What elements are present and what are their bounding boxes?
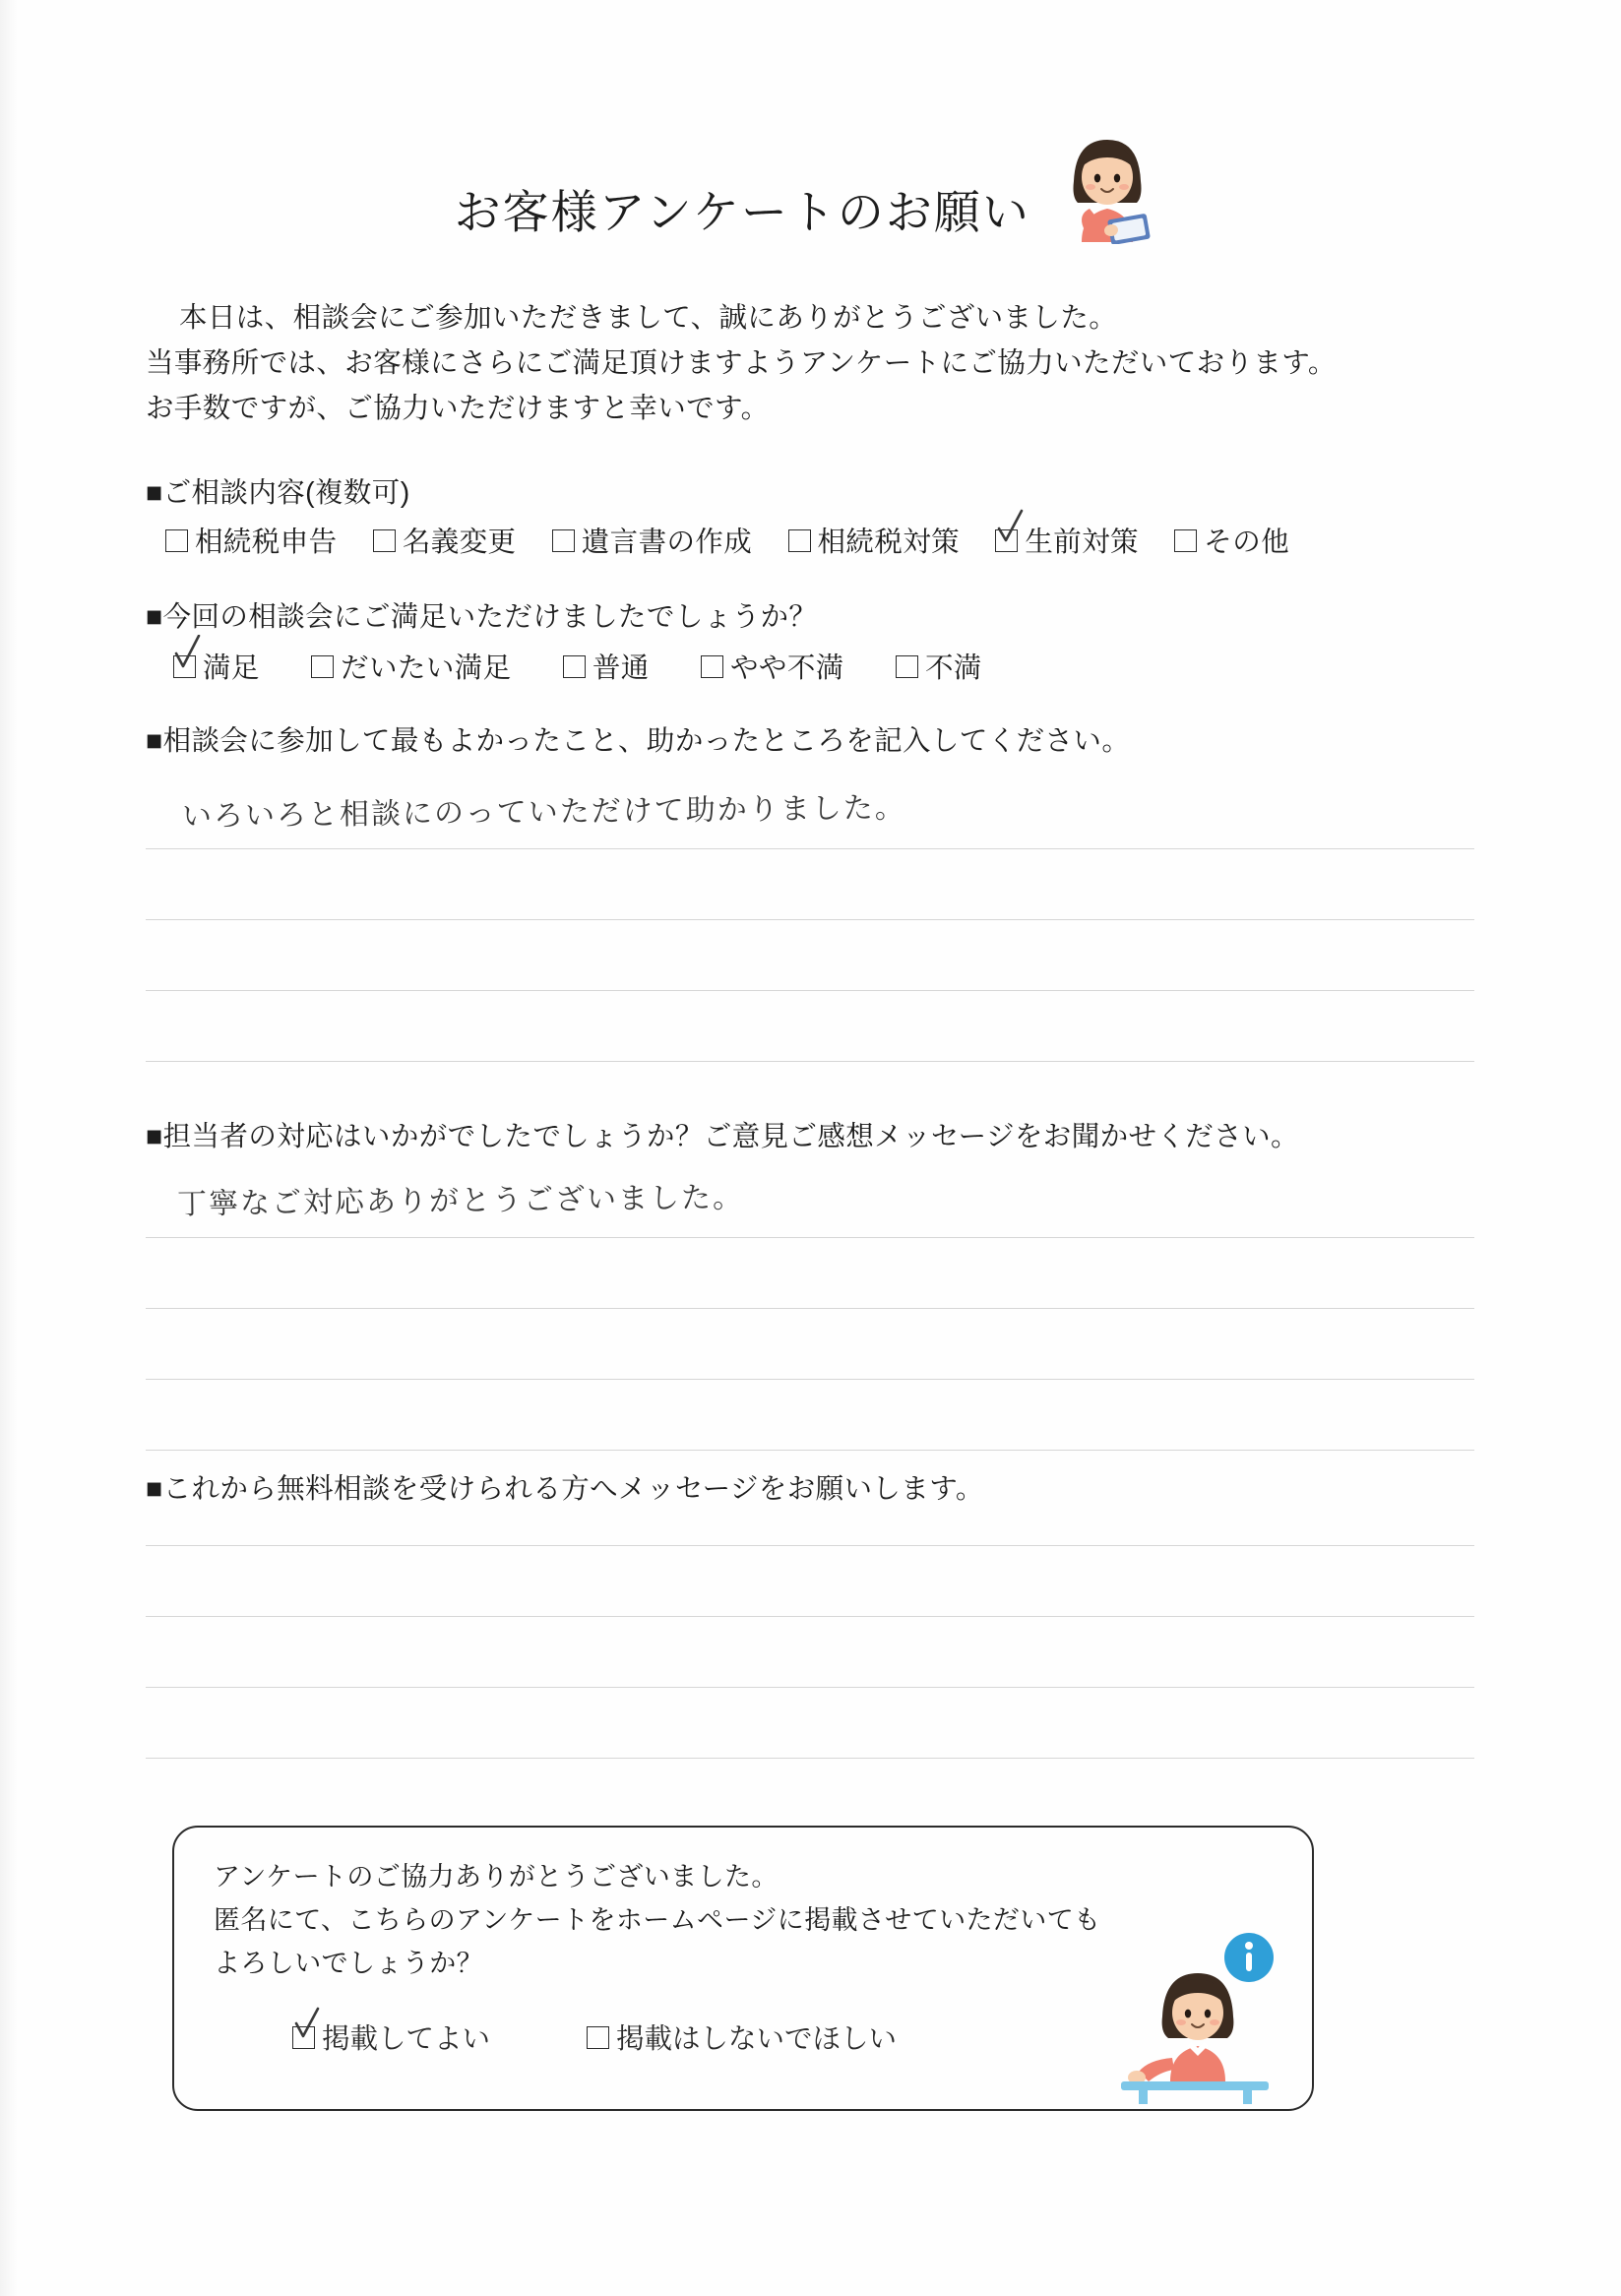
rule-line — [146, 1545, 1474, 1546]
q1-option-souzokuzei-shinkoku[interactable] — [165, 520, 338, 560]
option-label: 満足 — [203, 652, 260, 684]
checkbox[interactable] — [587, 2026, 609, 2049]
checkbox[interactable] — [995, 529, 1018, 552]
question-5-heading: ■これから無料相談を受けられる方へメッセージをお願いします。 — [146, 1473, 984, 1505]
rule-line — [146, 1061, 1474, 1062]
intro-line-1: 本日は、相談会にご参加いただきまして、誠にありがとうございました。 — [179, 302, 1118, 334]
option-label: 相続税対策 — [817, 527, 961, 558]
woman-with-clipboard-icon — [1048, 126, 1166, 249]
title-row — [0, 148, 1621, 271]
page-title: お客様アンケートのお願い — [454, 186, 1030, 238]
intro-line-3: お手数ですが、ご協力いただけますと幸いです。 — [146, 393, 770, 424]
checkbox[interactable] — [788, 529, 811, 552]
option-label: だいたい満足 — [341, 652, 512, 684]
q2-option-manzoku[interactable] — [173, 646, 260, 686]
option-label: 相続税申告 — [195, 527, 338, 558]
question-3-handwritten-answer: いろいろと相談にのっていただけて助かりました。 — [181, 790, 906, 835]
checkbox[interactable] — [373, 529, 396, 552]
q1-option-yuigonsho[interactable] — [552, 520, 752, 560]
q1-option-souzokuzei-taisaku[interactable] — [788, 520, 961, 560]
checkbox[interactable] — [563, 655, 586, 678]
question-4-heading: ■担当者の対応はいかがでしたでしょうか？ご意見ご感想メッセージをお聞かせください。 — [146, 1121, 1299, 1152]
option-label: 遺言書の作成 — [581, 527, 753, 558]
option-label: 普通 — [592, 652, 650, 684]
checkbox[interactable] — [552, 529, 575, 552]
rule-line — [146, 1687, 1474, 1688]
checkbox[interactable] — [896, 655, 918, 678]
q2-option-fuman[interactable] — [896, 646, 982, 686]
question-2-heading: ■今回の相談会にご満足いただけましたでしょうか？ — [146, 601, 818, 633]
consent-line-3: よろしいでしょうか？ — [214, 1949, 483, 1978]
checkbox[interactable] — [165, 529, 188, 552]
q1-option-meigi-henkou[interactable] — [373, 520, 517, 560]
q1-option-sonota[interactable] — [1174, 520, 1289, 560]
consent-options — [292, 2017, 924, 2057]
question-4-handwritten-answer: 丁寧なご対応ありがとうございました。 — [176, 1180, 745, 1222]
checkbox[interactable] — [292, 2026, 315, 2049]
rule-line — [146, 919, 1474, 920]
intro-paragraph — [146, 295, 1465, 431]
consent-option-allow[interactable] — [292, 2017, 490, 2057]
q2-option-daitai-manzoku[interactable] — [311, 646, 511, 686]
consent-option-deny[interactable] — [587, 2017, 897, 2057]
question-2-options — [173, 646, 1010, 686]
checkbox[interactable] — [311, 655, 334, 678]
rule-line — [146, 1308, 1474, 1309]
option-label: 不満 — [924, 652, 982, 684]
checkbox[interactable] — [701, 655, 723, 678]
option-label: 生前対策 — [1025, 527, 1139, 558]
consent-line-1: アンケートのご協力ありがとうございました。 — [214, 1862, 779, 1892]
q2-option-futsuu[interactable] — [563, 646, 650, 686]
rule-line — [146, 990, 1474, 991]
question-1-options — [165, 520, 1317, 560]
option-label: 掲載してよい — [322, 2023, 491, 2055]
rule-line — [146, 1616, 1474, 1617]
rule-line — [146, 848, 1474, 849]
intro-line-2: 当事務所では、お客様にさらにご満足頂けますようアンケートにご協力いただいております。 — [146, 347, 1337, 379]
rule-line — [146, 1450, 1474, 1451]
rule-line — [146, 1758, 1474, 1759]
checkbox[interactable] — [1174, 529, 1197, 552]
rule-line — [146, 1379, 1474, 1380]
consent-line-2: 匿名にて、こちらのアンケートをホームページに掲載させていただいても — [214, 1905, 1101, 1935]
woman-at-desk-icon — [1082, 1932, 1288, 2109]
checkbox[interactable] — [173, 655, 196, 678]
q1-option-seizen-taisaku[interactable] — [995, 520, 1139, 560]
q2-option-yaya-fuman[interactable] — [701, 646, 844, 686]
rule-line — [146, 1237, 1474, 1238]
option-label: 掲載はしないでほしい — [615, 2023, 897, 2055]
question-1-heading: ■ご相談内容(複数可) — [146, 477, 410, 509]
option-label: 名義変更 — [402, 527, 517, 558]
question-3-heading: ■相談会に参加して最もよかったこと、助かったところを記入してください。 — [146, 725, 1131, 757]
scan-edge-shadow — [0, 0, 18, 2296]
consent-box — [172, 1826, 1314, 2111]
option-label: その他 — [1204, 527, 1289, 558]
consent-text — [214, 1855, 1101, 1985]
option-label: やや不満 — [730, 652, 844, 684]
